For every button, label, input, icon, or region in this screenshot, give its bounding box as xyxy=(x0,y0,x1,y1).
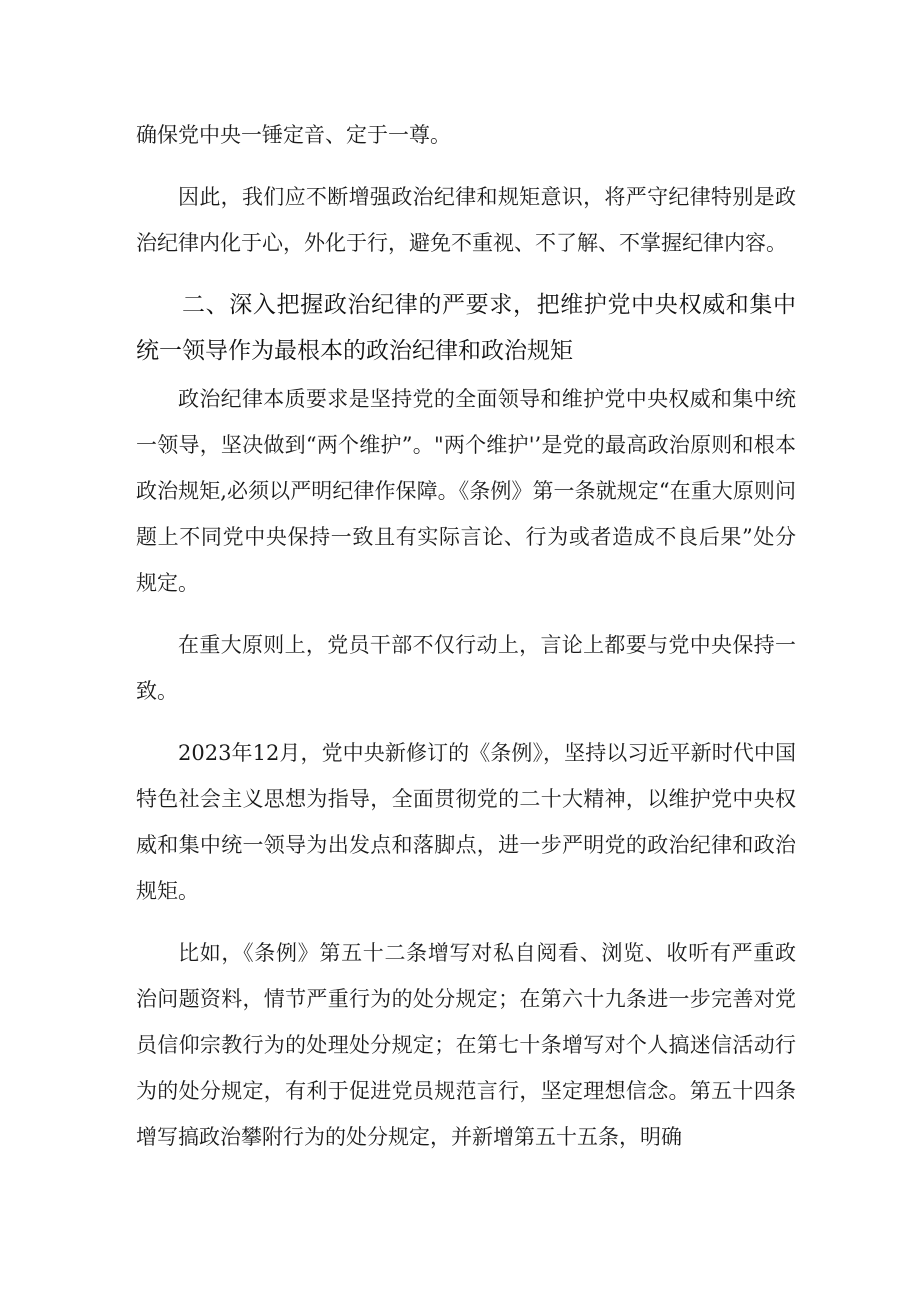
paragraph-continuation: 确保党中央一锤定音、定于一尊。 xyxy=(136,123,451,147)
paragraph-consciousness: 因此，我们应不断增强政治纪律和规矩意识，将严守纪律特别是政治纪律内化于心，外化于行，避免不重视、不了解、不掌握纪律内容。 xyxy=(136,185,796,255)
paragraph-gap xyxy=(136,158,796,174)
paragraph-gap xyxy=(136,714,796,730)
paragraph-gap xyxy=(136,266,796,282)
paragraph-gap xyxy=(136,606,796,622)
paragraph-two-safeguards: 政治纪律本质要求是坚持党的全面领导和维护党中央权威和集中统一领导，坚决做到“两个维护”。"两个维护'’是党的最高政治原则和根本政治规矩,必须以严明纪律作保障。《条例》第一条就规定“在重大原则问题上不同党中央保持一致且有实际言论、行为或者造成不良后果”处分规定。 xyxy=(136,387,796,595)
document-body xyxy=(136,112,796,1160)
paragraph-revised-regulations: 2023年12月，党中央新修订的《条例》，坚持以习近平新时代中国特色社会主义思想为指导，全面贯彻党的二十大精神，以维护党中央权威和集中统一领导为出发点和落脚点，进一步严明党的政治纪律和政治规矩。 xyxy=(136,741,796,903)
paragraph-examples: 比如，《条例》第五十二条增写对私自阅看、浏览、收听有严重政治问题资料，情节严重行为的处分规定；在第六十九条进一步完善对党员信仰宗教行为的处理处分规定；在第七十条增写对个人搞迷信活动行为的处分规定，有利于促进党员规范言行，坚定理想信念。第五十四条增写搞政治攀附行为的处分规定，并新增第五十五条，明确 xyxy=(136,941,796,1149)
section-heading: 二、深入把握政治纪律的严要求，把维护党中央权威和集中统一领导作为最根本的政治纪律和政治规矩 xyxy=(136,292,796,364)
paragraph-major-principles: 在重大原则上，党员干部不仅行动上，言论上都要与党中央保持一致。 xyxy=(136,633,796,703)
paragraph-gap xyxy=(136,914,796,930)
